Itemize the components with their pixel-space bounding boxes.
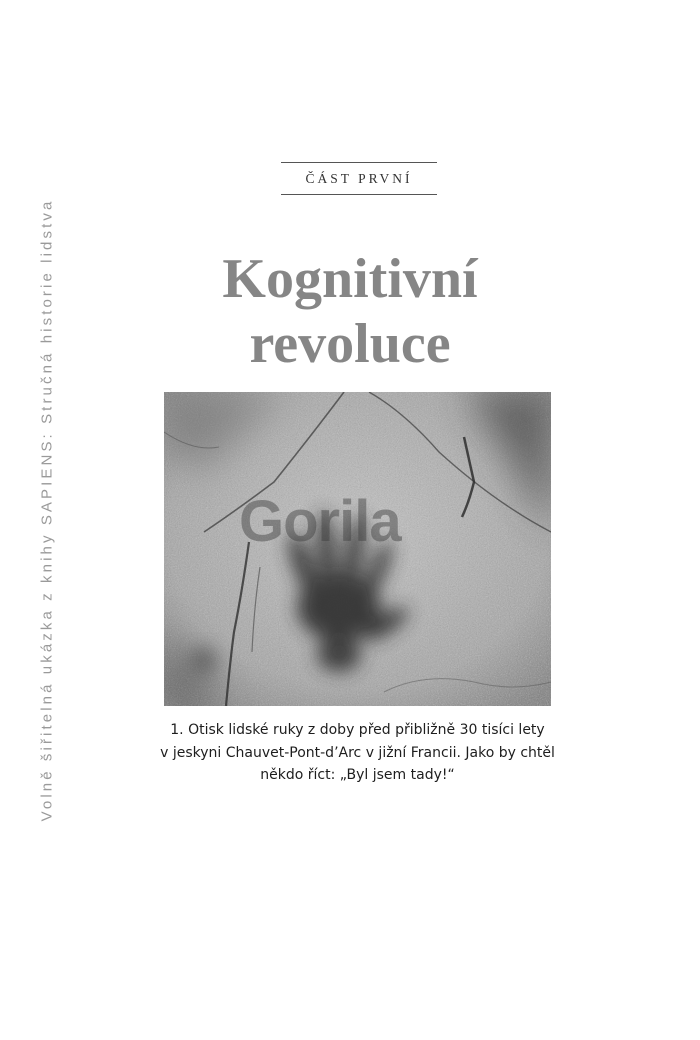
part-bottom-rule xyxy=(281,194,437,195)
part-heading xyxy=(281,162,437,195)
part-label: ČÁST PRVNÍ xyxy=(305,171,413,186)
caption-line-3: někdo říct: „Byl jsem tady!“ xyxy=(260,767,455,783)
chapter-title-line-1: Kognitivní xyxy=(222,248,478,310)
cave-handprint-photo xyxy=(164,392,551,706)
caption-line-2: v jeskyni Chauvet-Pont-d’Arc v jižní Francii. Jako by chtěl xyxy=(160,744,555,761)
chapter-title-line-2: revoluce xyxy=(249,313,451,375)
figure-caption xyxy=(160,719,555,787)
publisher-watermark-logo: Gorila xyxy=(239,489,401,554)
vertical-watermark-text: Volně šiřitelná ukázka z knihy SAPIENS: Stručná historie lidstva xyxy=(38,198,56,822)
caption-line-1: 1. Otisk lidské ruky z doby před přibližně 30 tisíci lety xyxy=(170,722,545,738)
